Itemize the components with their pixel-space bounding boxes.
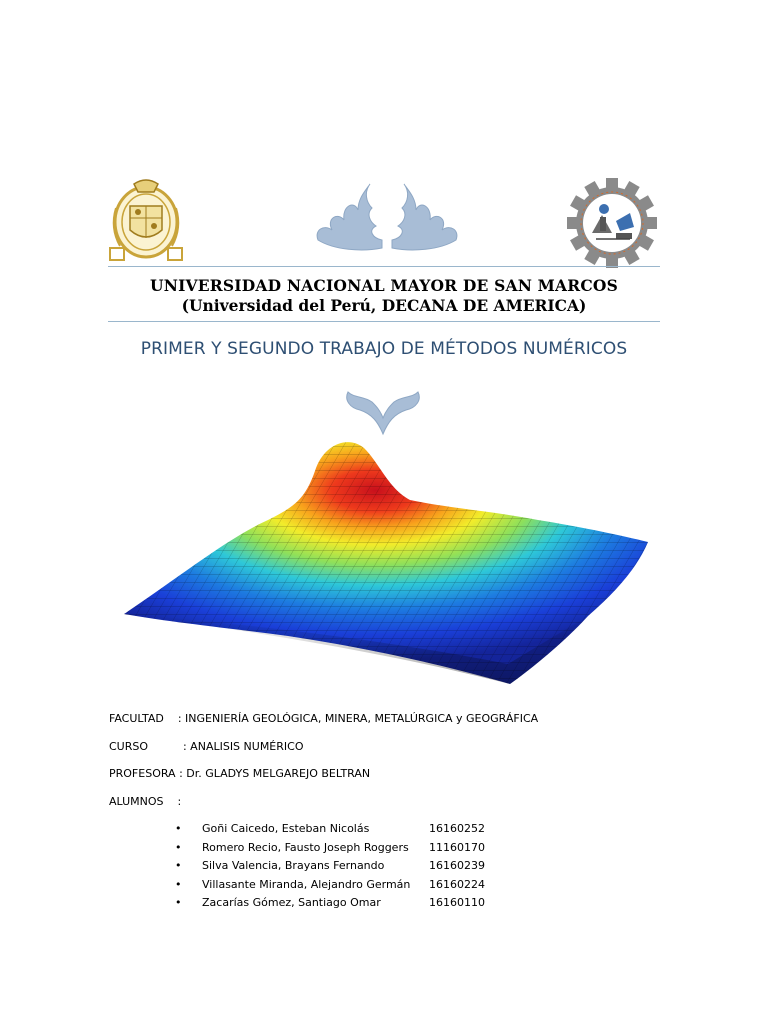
student-code: 16160239 [429, 859, 485, 872]
bullet-icon: • [175, 896, 182, 909]
bullet-icon: • [175, 822, 182, 835]
bullet-icon: • [175, 877, 182, 891]
student-code: 16160252 [429, 822, 485, 835]
bottom-rule [108, 321, 660, 322]
facultad-line: FACULTAD : INGENIERÍA GEOLÓGICA, MINERA, METALÚRGICA y GEOGRÁFICA [109, 712, 539, 725]
student-code: 16160224 [429, 877, 485, 891]
3d-surface-plot-icon [118, 438, 652, 688]
bullet-icon: • [175, 840, 182, 854]
university-seal-icon [108, 178, 184, 262]
student-name: Villasante Miranda, Alejandro Germán [202, 877, 411, 891]
student-name: Zacarías Gómez, Santiago Omar [202, 896, 381, 909]
university-name: UNIVERSIDAD NACIONAL MAYOR DE SAN MARCOS [150, 276, 618, 295]
alumnos-label: ALUMNOS : [109, 795, 182, 808]
profesora-line: PROFESORA : Dr. GLADYS MELGAREJO BELTRAN [109, 767, 371, 780]
top-rule [108, 266, 660, 267]
student-name: Romero Recio, Fausto Joseph Roggers [202, 840, 409, 854]
student-name: Goñi Caicedo, Esteban Nicolás [202, 822, 370, 835]
acanthus-ornament-icon [314, 178, 460, 252]
student-code: 11160170 [429, 840, 485, 854]
document-title: PRIMER Y SEGUNDO TRABAJO DE MÉTODOS NUMÉRICOS [140, 339, 628, 359]
bullet-icon: • [175, 859, 182, 872]
student-code: 16160110 [429, 896, 485, 909]
small-ornament-icon [342, 388, 424, 436]
student-name: Silva Valencia, Brayans Fernando [202, 859, 385, 872]
university-subtitle: (Universidad del Perú, DECANA DE AMERICA) [181, 296, 587, 315]
gear-faculty-logo-icon [566, 178, 658, 268]
curso-line: CURSO : ANALISIS NUMÉRICO [109, 740, 304, 753]
